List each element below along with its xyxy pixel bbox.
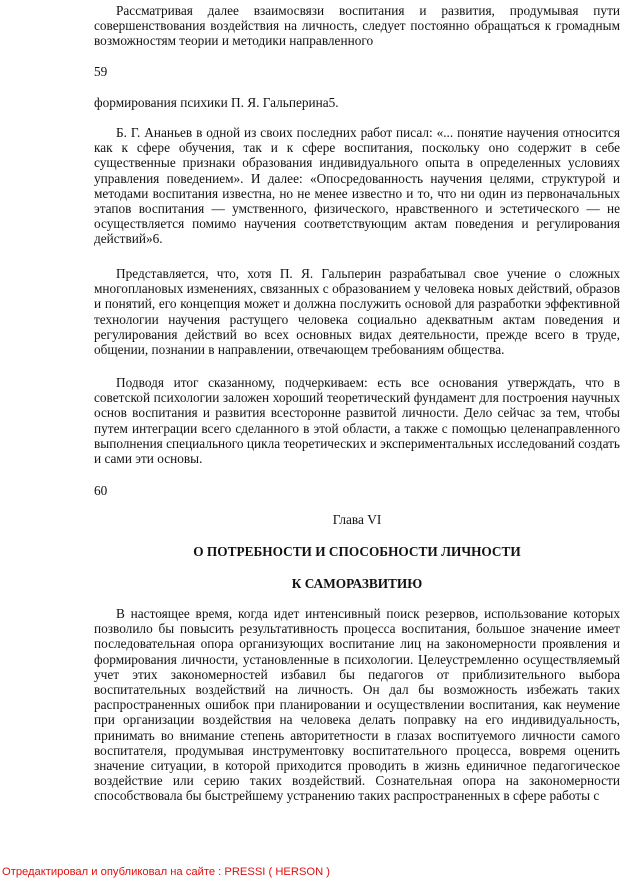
page-number-60: 60 [94,483,108,498]
paragraph-galperin: Представляется, что, хотя П. Я. Гальперин разрабатывал свое учение о сложных многоплановых изменениях, связанных с образованием у человека новых действий, образов и понятий, его концепция может и должна послужить основой для разработки эффективной технологии научения растущего человека социально адекватным актам поведения и регулирования действий во всех основных видах деятельности, прежде всего в труде, общении, познании в направлении, отвечающем требованиям общества. [94,266,620,358]
paragraph-chapter-intro: В настоящее время, когда идет интенсивный поиск резервов, использование которых позволило бы повысить результативность процесса воспитания, большое значение имеет последовательная опора организующих воспитание лиц на закономерности проявления и формирования личности, установленные в психологии. Целеустремленно осуществляемый учет этих закономерностей избавил бы педагогов от приблизительного выбора воспитательных воздействий на личность. Он дал бы возможность избежать таких распространенных ошибок при планировании и осуществлении воспитания, как неумение при организации воздействия на человека делать поправку на его индивидуальность, принимать во внимание степень авторитетности в глазах воспитуемого личности самого воспитателя, продумывая инструментовку воспитательного процесса, вовремя оценить значение ситуации, в которой приходится проводить в жизнь единичное педагогическое воздействие или серию таких воздействий. Сознательная опора на закономерности способствовала бы быстрейшему устранению таких распространенных в сфере работы с [94,606,620,804]
paragraph-ananiev: Б. Г. Ананьев в одной из своих последних работ писал: «... понятие научения относится как к сфере обучения, так и к сфере воспитания, поскольку оно содержит в себе существенные признаки образования индивидуального опыта в определенных условиях управления поведением». И далее: «Опосредованность научения целями, структурой и методами воспитания известна, но не менее известно и то, что ни один из первоначальных этапов воспитания — умственного, физического, нравственного и эстетического — не осуществляется помимо научения соответствующим актам поведения и регулирования действий»6. [94,125,620,247]
chapter-label: Глава VI [332,512,382,527]
paragraph-summary: Подводя итог сказанному, подчеркиваем: есть все основания утверждать, что в советской психологии заложен хороший теоретический фундамент для построения научных основ воспитания и развития всесторонне развитой личности. Дело сейчас за тем, чтобы путем интеграции всего сделанного в этой области, а также с помощью целенаправленного выполнения специального цикла теоретических и экспериментальных исследований создать и сами эти основы. [94,375,620,467]
footer-credit: Отредактировал и опубликовал на сайте : PRESSI ( HERSON ) [2,866,331,878]
chapter-title-line-2: К САМОРАЗВИТИЮ [291,576,423,591]
paragraph-top: Рассматривая далее взаимосвязи воспитания и развития, продумывая пути совершенствования воздействия на личность, следует постоянно обращаться к громадным возможностям теории и методики направленного [94,3,620,49]
paragraph-continuation: формирования психики П. Я. Гальперина5. [94,95,339,110]
chapter-title-line-1: О ПОТРЕБНОСТИ И СПОСОБНОСТИ ЛИЧНОСТИ [193,544,521,559]
page-number-59: 59 [94,64,108,79]
